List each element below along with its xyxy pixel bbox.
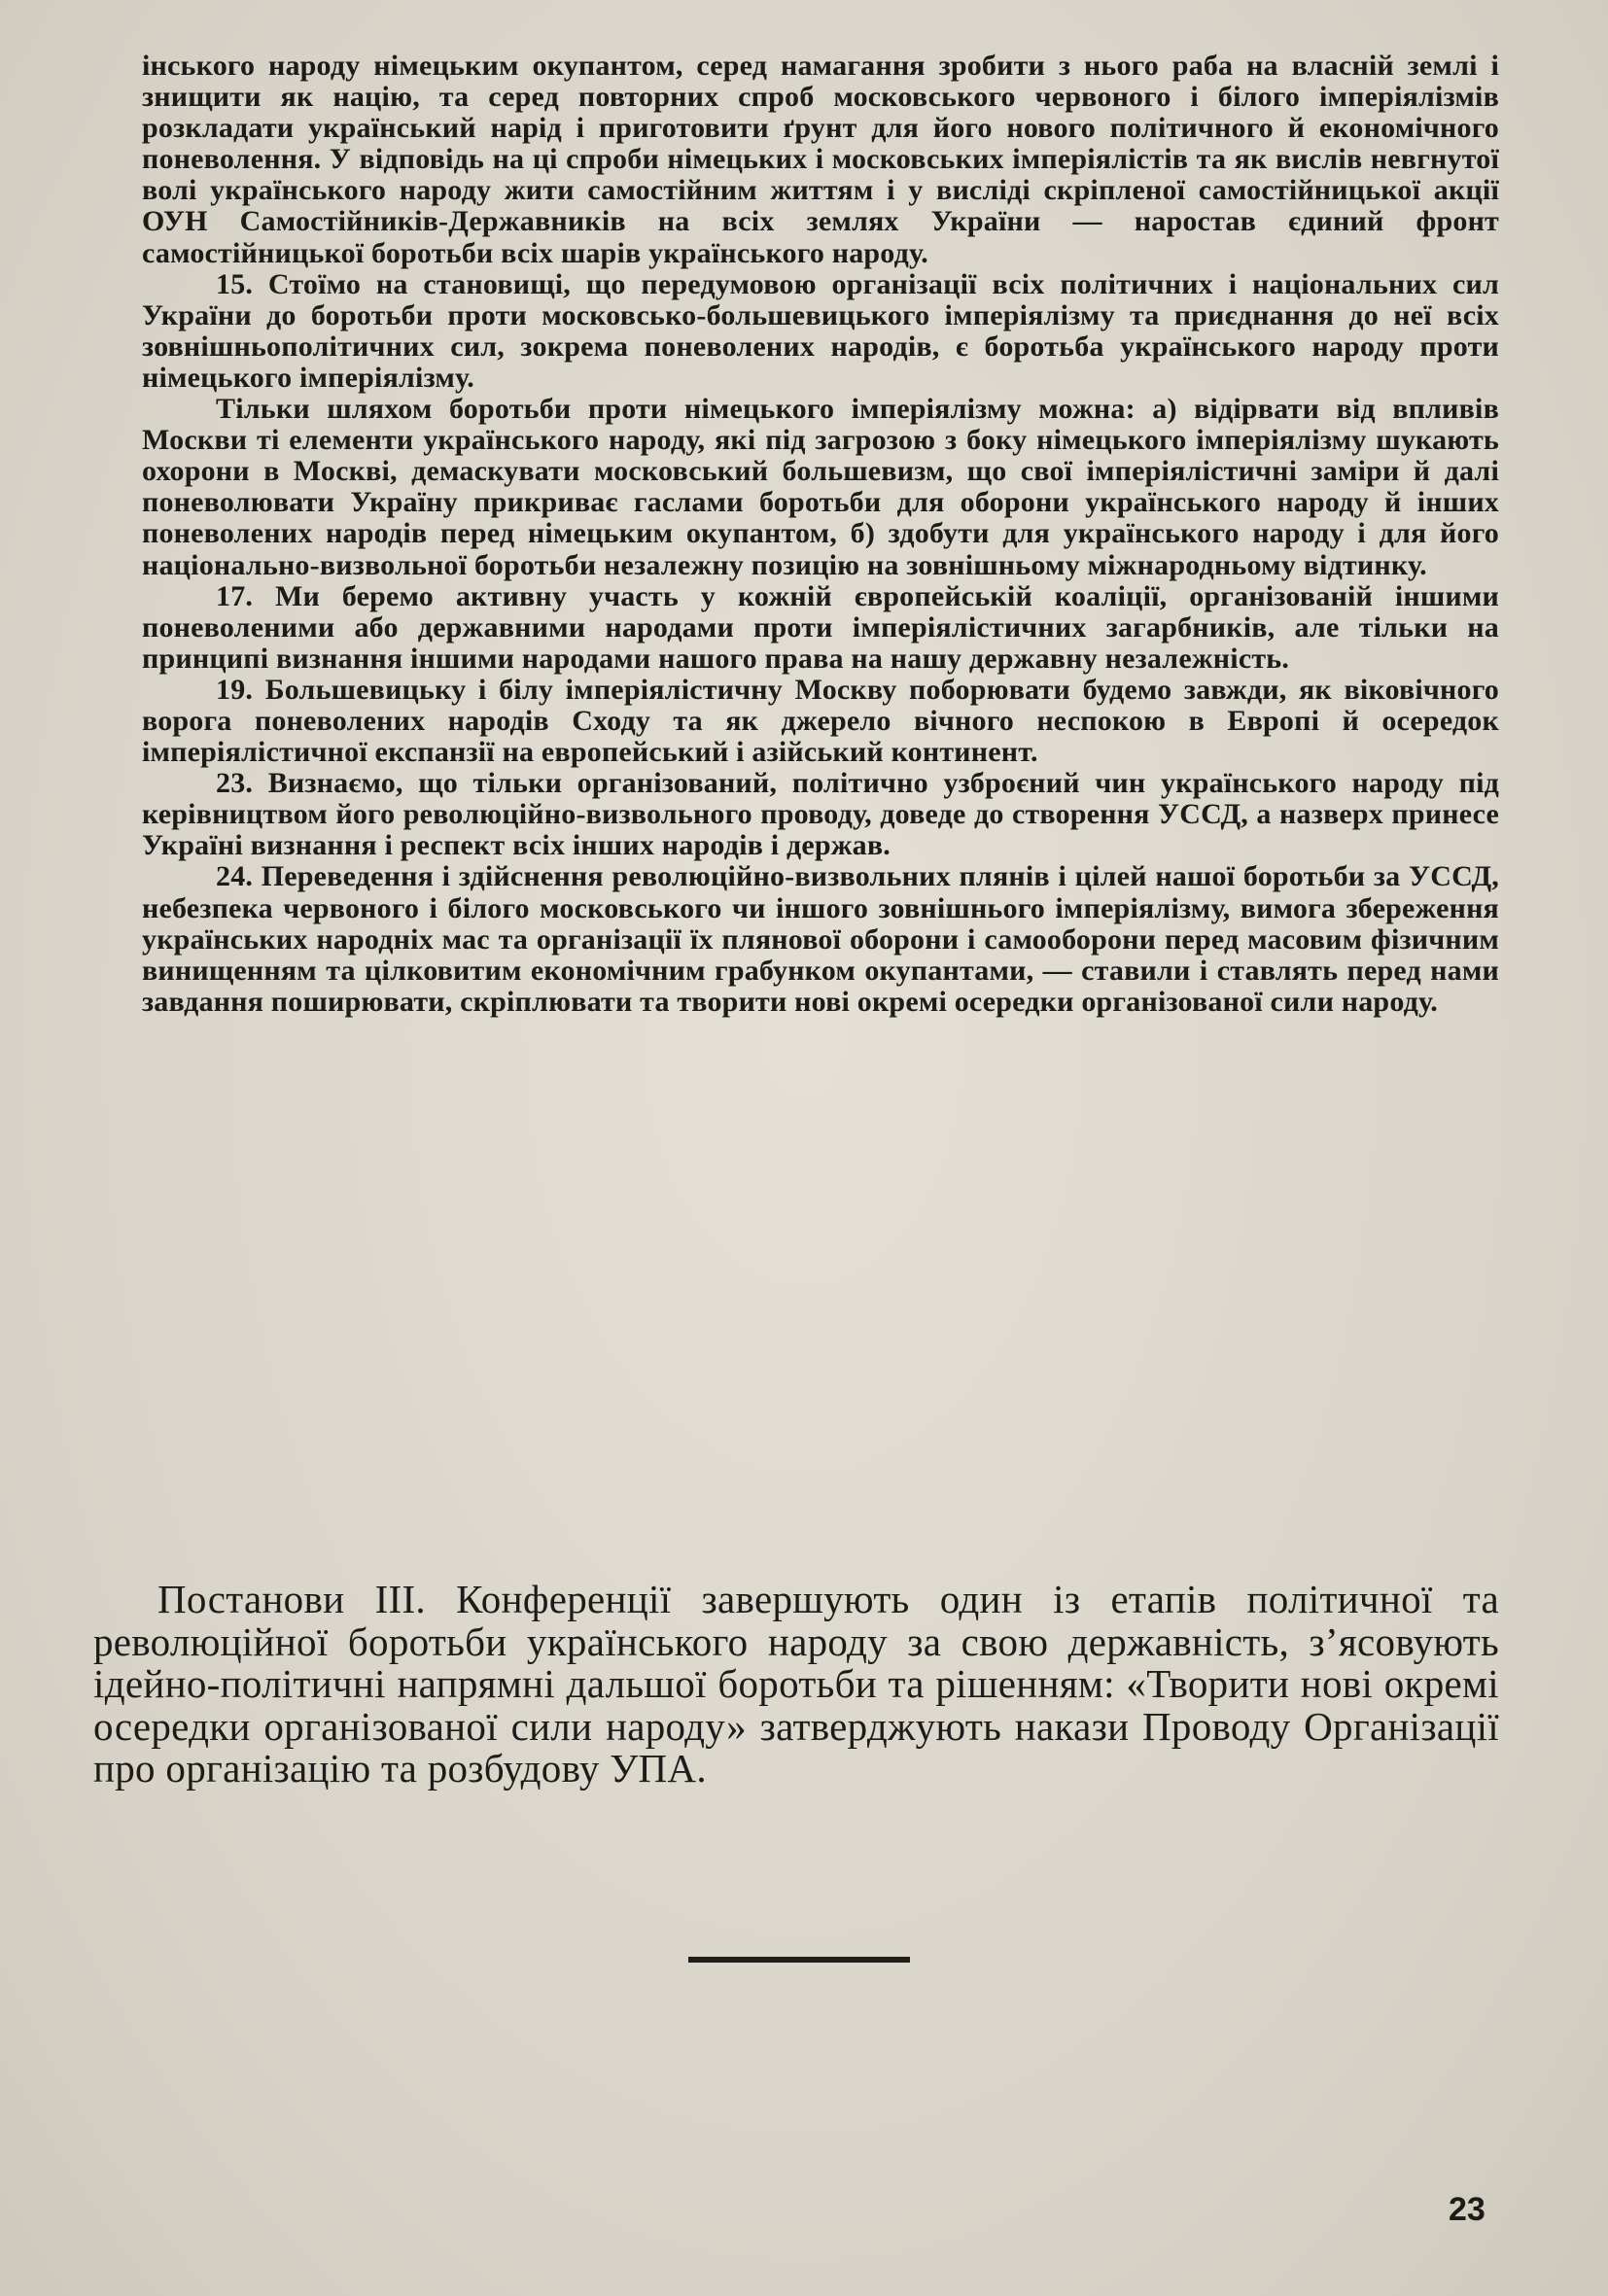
conclusion-block bbox=[93, 1579, 1499, 1791]
paragraph-17: 17. Ми беремо активну участь у кожній європейській коаліції, організованій іншими поневоленими або державними народами проти імперіялістичних загарбників, але тільки на принципі визнання іншими народами нашого права на нашу державну незалежність. bbox=[142, 579, 1499, 675]
paragraph-23: 23. Визнаємо, що тільки організований, політично узброєний чин українського народу під керівництвом його революційно-визвольного проводу, доведе до створення УССД, а назверх принесе Україні визнання і респект всіх інших народів і держав. bbox=[142, 767, 1499, 862]
conclusion-paragraph: Постанови III. Конференції завершують один із етапів політичної та революційної боротьби українського народу за свою державність, з’ясовують ідейно-політичні напрямні дальшої боротьби та рішенням: «Творити нові окремі осередки організованої сили народу» затверджують накази Проводу Організації про організацію та розбудову УПА. bbox=[93, 1577, 1499, 1792]
paragraph-24: 24. Переведення і здійснення революційно-визвольних плянів і цілей нашої боротьби за УССД, небезпека червоного і білого московського чи іншого зовнішнього імперіялізму, вимога збереження українських народніх мас та організації їх плянової оборони і самооборони перед масовим фізичним винищенням та цілковитим економічним грабунком окупантами, — ставили і ставлять перед нами завдання поширювати, скріплювати та творити нові окремі осередки організованої сили народу. bbox=[142, 860, 1499, 1018]
paragraph-15-continued: Тільки шляхом боротьби проти німецького імперіялізму можна: а) відірвати від впливів Москви ті елементи українського народу, які під загрозою з боку німецького імперіялізму шукають охорони в Москві, демаскувати московський большевизм, що свої імперіялістичні заміри й далі поневолювати Україну прикриває гаслами боротьби для оборони українського народу й інших поневолених народів перед німецьким окупантом, б) здобути для українського народу і для його національно-визвольної боротьби незалежну позицію на зовнішньому міжнародньому відтинку. bbox=[142, 393, 1499, 581]
section-divider bbox=[688, 1957, 910, 1963]
resolution-points bbox=[142, 51, 1499, 1018]
paragraph-continuation: інського народу німецьким окупантом, серед намагання зробити з нього раба на власній землі і знищити як націю, та серед повторних спроб московського червоного і білого імперіялізмів розкладати український нарід і приготовити ґрунт для його нового політичного й економічного поневолення. У відповідь на ці спроби німецьких і московських імперіялістів та як вислів невгнутої волі українського народу жити самостійним життям і у висліді скріпленої самостійницької акції ОУН Самостійників-Державників на всіх землях України — наростав єдиний фронт самостійницької боротьби всіх шарів українського народу. bbox=[142, 50, 1499, 269]
page-number: 23 bbox=[1449, 2191, 1486, 2228]
paragraph-15: 15. Стоїмо на становищі, що передумовою організації всіх політичних і національних сил України до боротьби проти московсько-большевицького імперіялізму та приєднання до неї всіх зовнішньополітичних сил, зокрема поневолених народів, є боротьба українського народу проти німецького імперіялізму. bbox=[142, 267, 1499, 394]
paragraph-19: 19. Большевицьку і білу імперіялістичну Москву поборювати будемо завжди, як віковічного ворога поневолених народів Сходу та як джерело вічного неспокою в Европі й осередок імперіялістичної експанзії на европейський і азійський континент. bbox=[142, 673, 1499, 769]
